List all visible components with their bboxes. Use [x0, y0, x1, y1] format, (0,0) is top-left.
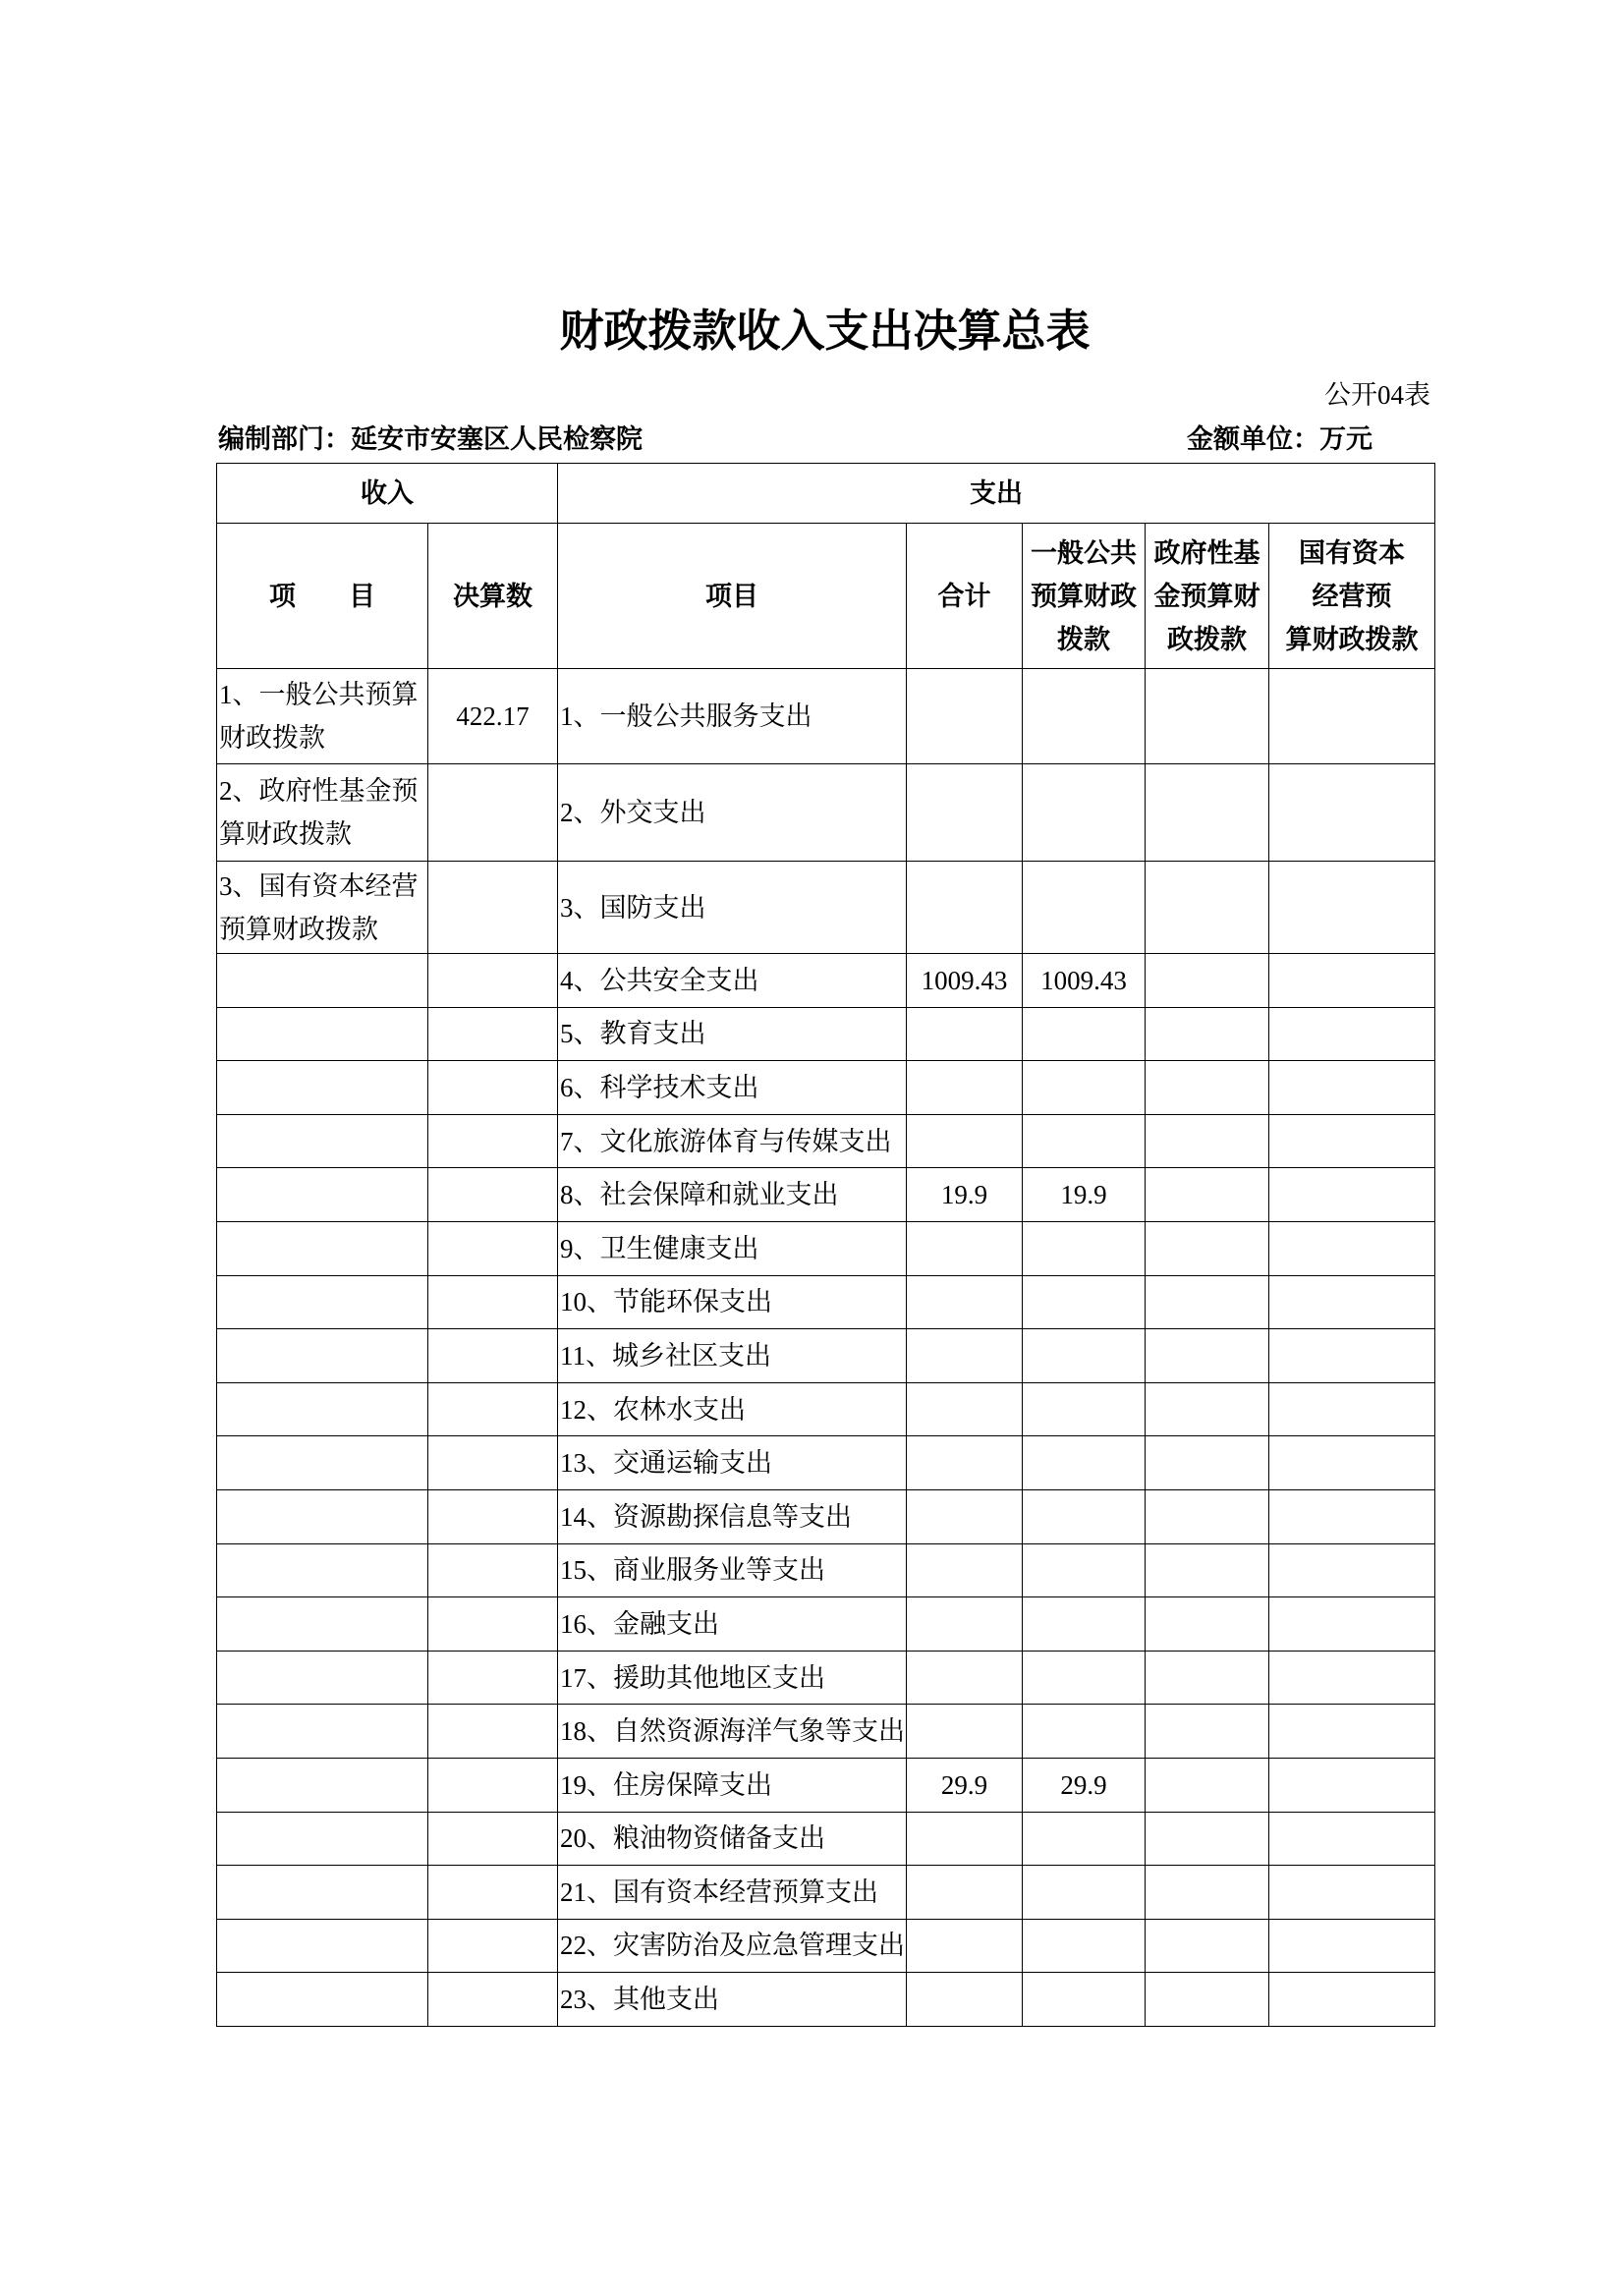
income-item-cell	[217, 1651, 428, 1705]
state-capital-cell	[1269, 1866, 1435, 1920]
expense-total-cell	[907, 1705, 1023, 1759]
expense-item-cell: 11、城乡社区支出	[558, 1329, 907, 1383]
expense-total-cell	[907, 1436, 1023, 1490]
income-group-header: 收入	[217, 464, 558, 524]
state-capital-cell	[1269, 954, 1435, 1008]
income-item-cell	[217, 1221, 428, 1275]
gov-fund-cell	[1146, 1382, 1269, 1436]
general-budget-cell	[1023, 1705, 1146, 1759]
gov-fund-cell	[1146, 1543, 1269, 1597]
gov-fund-cell	[1146, 1007, 1269, 1061]
gov-fund-cell	[1146, 1973, 1269, 2027]
expense-item-cell: 14、资源勘探信息等支出	[558, 1489, 907, 1543]
income-item-cell	[217, 1758, 428, 1812]
general-budget-cell	[1023, 1866, 1146, 1920]
state-capital-cell	[1269, 1436, 1435, 1490]
table-row	[217, 1812, 1435, 1866]
income-item-cell	[217, 1543, 428, 1597]
table-row	[217, 1275, 1435, 1329]
income-amount-cell	[428, 1758, 558, 1812]
table-row	[217, 1543, 1435, 1597]
general-budget-cell	[1023, 862, 1146, 954]
general-budget-header: 一般公共 预算财政 拨款	[1023, 524, 1146, 669]
expense-total-cell	[907, 1973, 1023, 2027]
expense-item-cell: 21、国有资本经营预算支出	[558, 1866, 907, 1920]
expense-item-cell: 19、住房保障支出	[558, 1758, 907, 1812]
expense-total-cell	[907, 764, 1023, 862]
income-amount-cell	[428, 1489, 558, 1543]
table-body	[217, 669, 1435, 2027]
income-amount-cell	[428, 1866, 558, 1920]
gov-fund-cell	[1146, 1329, 1269, 1383]
general-budget-cell	[1023, 1061, 1146, 1115]
general-budget-cell: 29.9	[1023, 1758, 1146, 1812]
table-row	[217, 764, 1435, 862]
state-capital-cell	[1269, 1061, 1435, 1115]
income-item-cell	[217, 1919, 428, 1973]
state-capital-cell	[1269, 1543, 1435, 1597]
income-item-cell	[217, 1597, 428, 1652]
expense-total-cell	[907, 1597, 1023, 1652]
gov-fund-cell	[1146, 954, 1269, 1008]
income-item-cell	[217, 1382, 428, 1436]
state-capital-cell	[1269, 1973, 1435, 2027]
state-capital-header: 国有资本 经营预 算财政拨款	[1269, 524, 1435, 669]
expense-total-cell	[907, 1382, 1023, 1436]
income-item-cell	[217, 1705, 428, 1759]
general-budget-cell	[1023, 1007, 1146, 1061]
expense-item-cell: 17、援助其他地区支出	[558, 1651, 907, 1705]
general-budget-cell	[1023, 1489, 1146, 1543]
income-amount-cell	[428, 1114, 558, 1168]
expense-item-cell: 20、粮油物资储备支出	[558, 1812, 907, 1866]
gov-fund-cell	[1146, 1758, 1269, 1812]
income-item-cell	[217, 1275, 428, 1329]
state-capital-cell	[1269, 1007, 1435, 1061]
expense-item-cell: 2、外交支出	[558, 764, 907, 862]
expense-total-cell	[907, 862, 1023, 954]
state-capital-cell	[1269, 1705, 1435, 1759]
income-amount-cell	[428, 1543, 558, 1597]
general-budget-cell	[1023, 1651, 1146, 1705]
income-item-cell	[217, 1866, 428, 1920]
general-budget-cell	[1023, 1919, 1146, 1973]
income-amount-cell	[428, 1973, 558, 2027]
income-amount-cell: 422.17	[428, 669, 558, 764]
expense-item-cell: 23、其他支出	[558, 1973, 907, 2027]
state-capital-cell	[1269, 669, 1435, 764]
table-row	[217, 1061, 1435, 1115]
table-row	[217, 1866, 1435, 1920]
table-row	[217, 862, 1435, 954]
income-item-cell: 3、国有资本经营 预算财政拨款	[217, 862, 428, 954]
income-amount-cell	[428, 1221, 558, 1275]
gov-fund-cell	[1146, 1436, 1269, 1490]
table-row	[217, 1597, 1435, 1652]
page-title: 财政拨款收入支出决算总表	[559, 307, 1091, 356]
income-amount-cell	[428, 1651, 558, 1705]
income-item-cell	[217, 1329, 428, 1383]
general-budget-cell	[1023, 1114, 1146, 1168]
state-capital-cell	[1269, 1114, 1435, 1168]
state-capital-cell	[1269, 862, 1435, 954]
state-capital-cell	[1269, 1489, 1435, 1543]
unit-label: 金额单位：万元	[1187, 424, 1372, 454]
state-capital-cell	[1269, 1221, 1435, 1275]
expense-total-cell	[907, 1812, 1023, 1866]
expense-total-cell	[907, 669, 1023, 764]
expense-total-cell	[907, 1221, 1023, 1275]
income-amount-cell	[428, 1919, 558, 1973]
gov-fund-cell	[1146, 1114, 1269, 1168]
gov-fund-cell	[1146, 764, 1269, 862]
general-budget-cell	[1023, 1597, 1146, 1652]
income-amount-header: 决算数	[428, 524, 558, 669]
gov-fund-cell	[1146, 1275, 1269, 1329]
general-budget-cell	[1023, 1973, 1146, 2027]
income-item-cell	[217, 1812, 428, 1866]
gov-fund-cell	[1146, 1221, 1269, 1275]
income-amount-cell	[428, 1812, 558, 1866]
table-row	[217, 1919, 1435, 1973]
expense-item-header: 项目	[558, 524, 907, 669]
table-row	[217, 1651, 1435, 1705]
income-amount-cell	[428, 1168, 558, 1222]
table-row	[217, 1329, 1435, 1383]
state-capital-cell	[1269, 1758, 1435, 1812]
income-item-cell: 2、政府性基金预 算财政拨款	[217, 764, 428, 862]
expense-total-cell: 1009.43	[907, 954, 1023, 1008]
table-row	[217, 1168, 1435, 1222]
income-item-cell: 1、一般公共预算 财政拨款	[217, 669, 428, 764]
state-capital-cell	[1269, 1812, 1435, 1866]
gov-fund-header: 政府性基 金预算财 政拨款	[1146, 524, 1269, 669]
expense-item-cell: 10、节能环保支出	[558, 1275, 907, 1329]
income-amount-cell	[428, 764, 558, 862]
expense-item-cell: 4、公共安全支出	[558, 954, 907, 1008]
table-row	[217, 1221, 1435, 1275]
expense-item-cell: 12、农林水支出	[558, 1382, 907, 1436]
table-row	[217, 669, 1435, 764]
gov-fund-cell	[1146, 862, 1269, 954]
income-amount-cell	[428, 1436, 558, 1490]
gov-fund-cell	[1146, 669, 1269, 764]
expense-item-cell: 9、卫生健康支出	[558, 1221, 907, 1275]
income-item-cell	[217, 1168, 428, 1222]
expense-total-cell	[907, 1489, 1023, 1543]
expense-item-cell: 5、教育支出	[558, 1007, 907, 1061]
expense-total-cell	[907, 1275, 1023, 1329]
income-item-cell	[217, 1489, 428, 1543]
table-row	[217, 1382, 1435, 1436]
gov-fund-cell	[1146, 1597, 1269, 1652]
gov-fund-cell	[1146, 1489, 1269, 1543]
expense-total-cell	[907, 1919, 1023, 1973]
general-budget-cell	[1023, 1812, 1146, 1866]
header-row-groups	[217, 464, 1435, 524]
gov-fund-cell	[1146, 1168, 1269, 1222]
expense-total-cell	[907, 1543, 1023, 1597]
general-budget-cell	[1023, 1543, 1146, 1597]
gov-fund-cell	[1146, 1061, 1269, 1115]
gov-fund-cell	[1146, 1866, 1269, 1920]
table-row	[217, 954, 1435, 1008]
income-amount-cell	[428, 1329, 558, 1383]
expense-group-header: 支出	[558, 464, 1435, 524]
state-capital-cell	[1269, 1382, 1435, 1436]
income-amount-cell	[428, 954, 558, 1008]
general-budget-cell	[1023, 764, 1146, 862]
gov-fund-cell	[1146, 1651, 1269, 1705]
expense-total-cell	[907, 1329, 1023, 1383]
income-amount-cell	[428, 1007, 558, 1061]
income-item-cell	[217, 1061, 428, 1115]
expense-item-cell: 7、文化旅游体育与传媒支出	[558, 1114, 907, 1168]
state-capital-cell	[1269, 1651, 1435, 1705]
expense-item-cell: 8、社会保障和就业支出	[558, 1168, 907, 1222]
income-item-header: 项 目	[217, 524, 428, 669]
gov-fund-cell	[1146, 1705, 1269, 1759]
state-capital-cell	[1269, 1919, 1435, 1973]
table-row	[217, 1007, 1435, 1061]
general-budget-cell: 19.9	[1023, 1168, 1146, 1222]
gov-fund-cell	[1146, 1812, 1269, 1866]
state-capital-cell	[1269, 1597, 1435, 1652]
income-amount-cell	[428, 1705, 558, 1759]
expense-total-cell	[907, 1114, 1023, 1168]
income-amount-cell	[428, 1275, 558, 1329]
income-amount-cell	[428, 1061, 558, 1115]
expense-total-cell: 19.9	[907, 1168, 1023, 1222]
income-item-cell	[217, 1114, 428, 1168]
department-label: 编制部门：延安市安塞区人民检察院	[218, 424, 643, 454]
header-row-columns	[217, 524, 1435, 669]
income-amount-cell	[428, 862, 558, 954]
income-item-cell	[217, 1436, 428, 1490]
general-budget-cell	[1023, 1221, 1146, 1275]
expense-total-header: 合计	[907, 524, 1023, 669]
table-row	[217, 1436, 1435, 1490]
table-row	[217, 1705, 1435, 1759]
expense-total-cell	[907, 1866, 1023, 1920]
income-item-cell	[217, 1973, 428, 2027]
general-budget-cell	[1023, 1329, 1146, 1383]
income-item-cell	[217, 1007, 428, 1061]
expense-item-cell: 3、国防支出	[558, 862, 907, 954]
expense-item-cell: 22、灾害防治及应急管理支出	[558, 1919, 907, 1973]
expense-item-cell: 15、商业服务业等支出	[558, 1543, 907, 1597]
expense-item-cell: 18、自然资源海洋气象等支出	[558, 1705, 907, 1759]
table-code-label: 公开04表	[1324, 380, 1430, 410]
state-capital-cell	[1269, 764, 1435, 862]
table-row	[217, 1758, 1435, 1812]
expense-total-cell	[907, 1651, 1023, 1705]
state-capital-cell	[1269, 1329, 1435, 1383]
expense-item-cell: 16、金融支出	[558, 1597, 907, 1652]
expense-total-cell: 29.9	[907, 1758, 1023, 1812]
state-capital-cell	[1269, 1275, 1435, 1329]
table-row	[217, 1489, 1435, 1543]
table-row	[217, 1973, 1435, 2027]
general-budget-cell	[1023, 1382, 1146, 1436]
general-budget-cell	[1023, 1436, 1146, 1490]
gov-fund-cell	[1146, 1919, 1269, 1973]
state-capital-cell	[1269, 1168, 1435, 1222]
income-item-cell	[217, 954, 428, 1008]
income-amount-cell	[428, 1597, 558, 1652]
general-budget-cell: 1009.43	[1023, 954, 1146, 1008]
budget-table	[216, 463, 1435, 2027]
expense-total-cell	[907, 1007, 1023, 1061]
general-budget-cell	[1023, 669, 1146, 764]
expense-item-cell: 6、科学技术支出	[558, 1061, 907, 1115]
expense-item-cell: 13、交通运输支出	[558, 1436, 907, 1490]
expense-item-cell: 1、一般公共服务支出	[558, 669, 907, 764]
expense-total-cell	[907, 1061, 1023, 1115]
table-row	[217, 1114, 1435, 1168]
general-budget-cell	[1023, 1275, 1146, 1329]
income-amount-cell	[428, 1382, 558, 1436]
